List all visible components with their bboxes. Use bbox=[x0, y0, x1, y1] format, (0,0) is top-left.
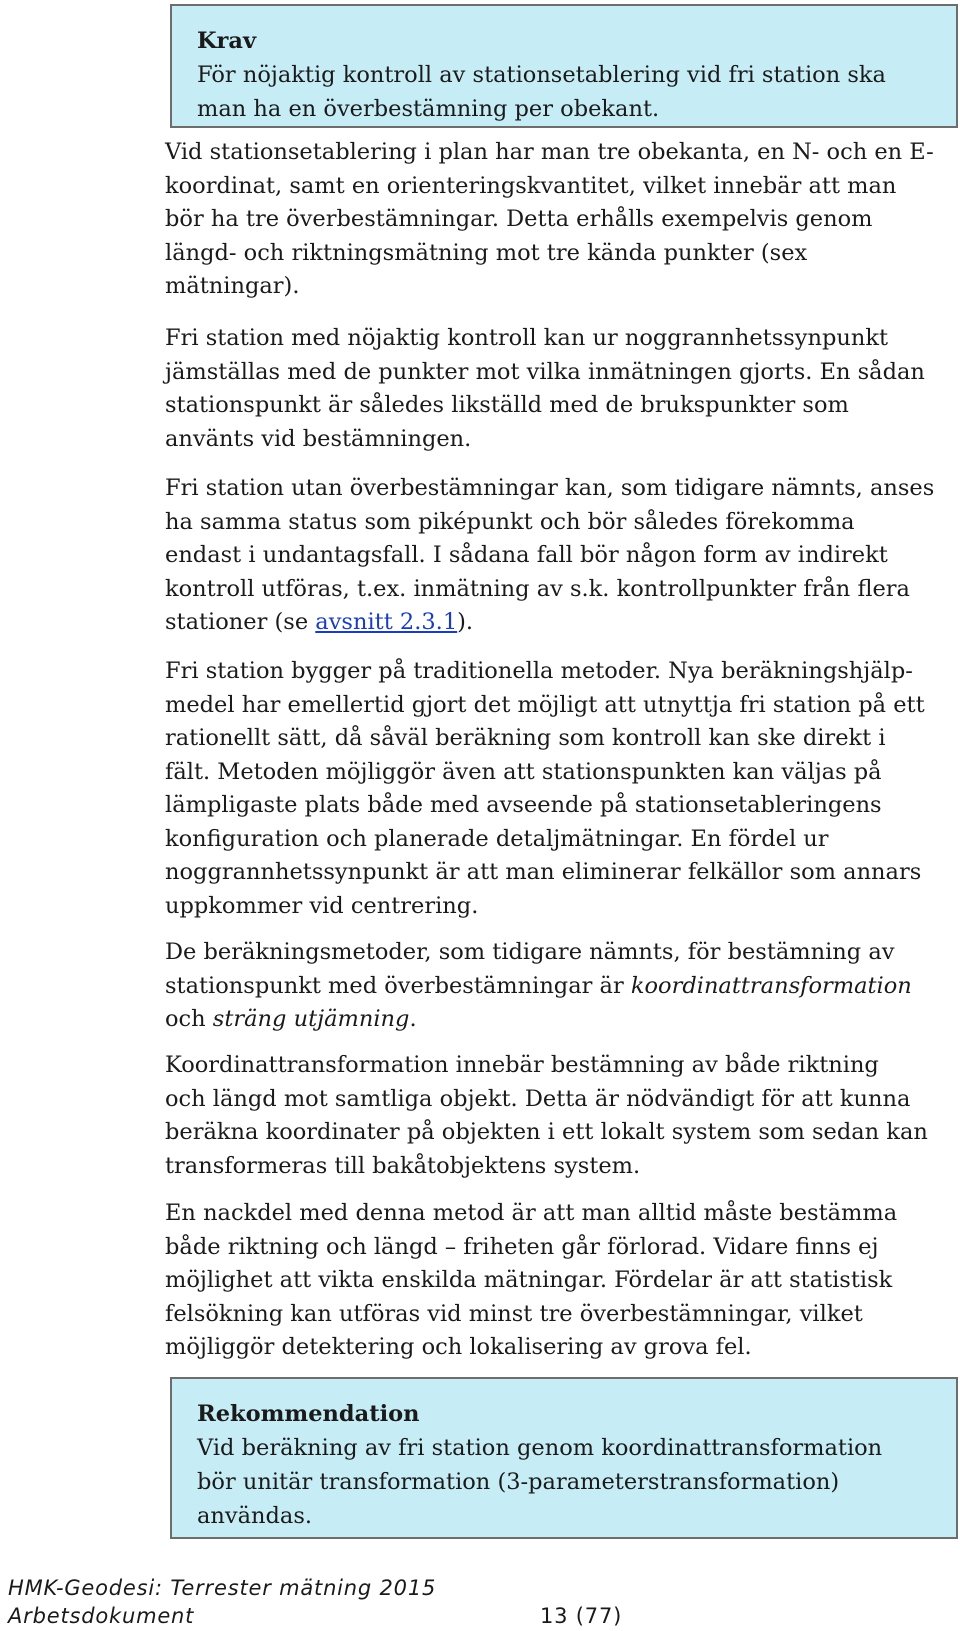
text-line: ha samma status som piképunkt och bör således förekomma bbox=[165, 508, 855, 535]
paragraph-traditional-methods bbox=[165, 655, 960, 923]
text-line: möjliggör detektering och lokalisering av grova fel. bbox=[165, 1334, 752, 1360]
text-line: använts vid bestämningen. bbox=[165, 425, 472, 452]
recommendation-heading: Rekommendation bbox=[197, 1401, 420, 1427]
text-line: fält. Metoden möjliggör även att stationspunkten kan väljas på bbox=[165, 758, 882, 785]
text-fragment: stationer (se bbox=[165, 609, 316, 635]
text-line: felsökning kan utföras vid minst tre överbestämningar, vilket bbox=[165, 1300, 863, 1327]
recommendation-line: Vid beräkning av fri station genom koordinattransformation bbox=[197, 1435, 883, 1461]
text-line: endast i undantagsfall. I sådana fall bör någon form av indirekt bbox=[165, 542, 888, 568]
text-line: möjlighet att vikta enskilda mätningar. Fördelar är att statistisk bbox=[165, 1267, 893, 1293]
text-fragment: . bbox=[409, 1006, 417, 1032]
text-fragment: stationspunkt med överbestämningar är bbox=[165, 972, 631, 999]
paragraph-coordinate-transformation bbox=[165, 1049, 960, 1183]
text-line: noggrannhetssynpunkt är att man eliminerar felkällor som annars bbox=[165, 859, 922, 885]
footer-title: HMK-Geodesi: Terrester mätning 2015 bbox=[8, 1576, 437, 1600]
text-line: lämpligaste plats både med avseende på stationsetableringens bbox=[165, 792, 882, 818]
paragraph-accuracy bbox=[165, 322, 960, 456]
recommendation-line: användas. bbox=[197, 1503, 313, 1529]
text-line: Vid stationsetablering i plan har man tre obekanta, en N- och en E- bbox=[165, 139, 934, 165]
paragraph-no-redundancy bbox=[165, 472, 960, 640]
text-line: kontroll utföras, t.ex. inmätning av s.k. kontrollpunkter från flera bbox=[165, 575, 910, 602]
text-line: transformeras till bakåtobjektens system. bbox=[165, 1152, 641, 1179]
paragraph-calculation-methods bbox=[165, 936, 960, 1037]
requirement-line: För nöjaktig kontroll av stationsetablering vid fri station ska bbox=[197, 62, 886, 88]
requirement-line: man ha en överbestämning per obekant. bbox=[197, 96, 660, 122]
text-fragment: och bbox=[165, 1006, 213, 1032]
text-line: längd- och riktningsmätning mot tre kända punkter (sex bbox=[165, 239, 808, 266]
footer-subtitle: Arbetsdokument bbox=[8, 1604, 195, 1628]
text-line: medel har emellertid gjort det möjligt att utnyttja fri station på ett bbox=[165, 691, 925, 718]
text-line: Fri station bygger på traditionella metoder. Nya beräkningshjälp- bbox=[165, 658, 913, 684]
text-line: bör ha tre överbestämningar. Detta erhålls exempelvis genom bbox=[165, 206, 873, 232]
text-line: och längd mot samtliga objekt. Detta är nödvändigt för att kunna bbox=[165, 1085, 911, 1112]
text-line: En nackdel med denna metod är att man alltid måste bestämma bbox=[165, 1200, 898, 1226]
text-line: jämställas med de punkter mot vilka inmätningen gjorts. En sådan bbox=[165, 358, 925, 385]
text-line: beräkna koordinater på objekten i ett lokalt system som sedan kan bbox=[165, 1119, 928, 1145]
requirement-box bbox=[170, 4, 958, 128]
text-line: både riktning och längd – friheten går förlorad. Vidare finns ej bbox=[165, 1233, 879, 1260]
text-line: uppkommer vid centrering. bbox=[165, 892, 479, 919]
paragraph-unknowns bbox=[165, 136, 960, 304]
recommendation-box bbox=[170, 1377, 958, 1539]
text-line: mätningar). bbox=[165, 273, 300, 299]
emphasis-term: sträng utjämning bbox=[212, 1006, 410, 1032]
requirement-heading: Krav bbox=[197, 28, 257, 54]
text-line: Fri station med nöjaktig kontroll kan ur noggrannhetssynpunkt bbox=[165, 325, 889, 351]
text-line: Fri station utan överbestämningar kan, som tidigare nämnts, anses bbox=[165, 475, 935, 501]
text-line: rationellt sätt, då såväl beräkning som kontroll kan ske direkt i bbox=[165, 725, 886, 751]
text-line bbox=[165, 970, 960, 1004]
text-line: stationspunkt är således likställd med de brukspunkter som bbox=[165, 392, 849, 418]
text-line: Koordinattransformation innebär bestämning av både riktning bbox=[165, 1052, 879, 1078]
text-line: koordinat, samt en orienteringskvantitet, vilket innebär att man bbox=[165, 172, 897, 199]
text-fragment: ). bbox=[457, 609, 474, 635]
page-number: 13 (77) bbox=[540, 1604, 623, 1628]
text-line: konfiguration och planerade detaljmätningar. En fördel ur bbox=[165, 825, 829, 852]
text-line bbox=[165, 1003, 960, 1037]
text-line bbox=[165, 606, 960, 640]
emphasis-term: koordinattransformation bbox=[630, 972, 912, 999]
paragraph-drawbacks bbox=[165, 1197, 960, 1365]
recommendation-line: bör unitär transformation (3-parameterstransformation) bbox=[197, 1469, 840, 1495]
text-line: De beräkningsmetoder, som tidigare nämnts, för bestämning av bbox=[165, 939, 895, 965]
section-link[interactable]: avsnitt 2.3.1 bbox=[315, 609, 458, 635]
